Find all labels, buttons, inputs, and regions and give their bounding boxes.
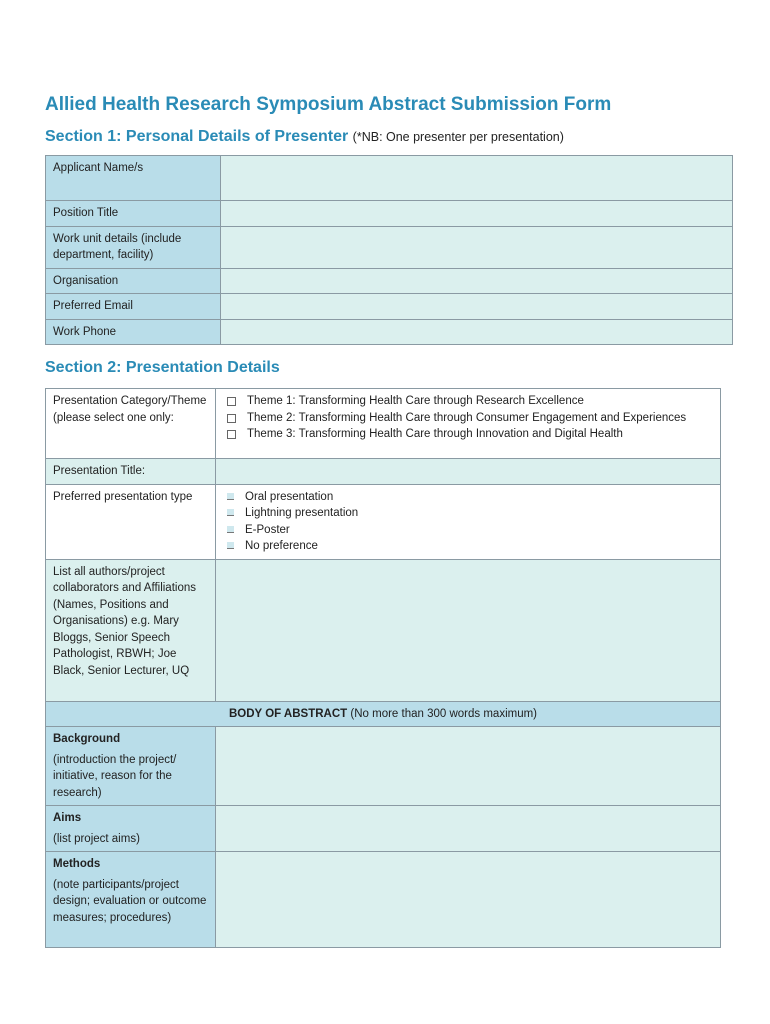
- table-row: [46, 806, 721, 852]
- work-unit-label: Work unit details (include department, facility): [46, 226, 221, 268]
- checkbox-icon[interactable]: [227, 509, 234, 516]
- authors-field[interactable]: [216, 559, 721, 701]
- table-row: [46, 389, 721, 459]
- theme-option-label: Theme 3: Transforming Health Care through Innovation and Digital Health: [247, 428, 623, 440]
- table-row: [46, 319, 733, 345]
- section-1-note: (*NB: One presenter per presentation): [352, 130, 564, 144]
- table-row: [46, 294, 733, 320]
- type-option-no-preference[interactable]: [223, 538, 713, 555]
- background-hint: (introduction the project/ initiative, reason for the research): [53, 753, 177, 799]
- table-row: [46, 268, 733, 294]
- checkbox-icon[interactable]: [227, 493, 234, 500]
- aims-hint: (list project aims): [53, 832, 140, 845]
- methods-field[interactable]: [216, 852, 721, 948]
- body-heading-note: (No more than 300 words maximum): [350, 707, 538, 720]
- type-option-label: E-Poster: [245, 523, 290, 536]
- table-row: [46, 156, 733, 201]
- section-2-heading: Section 2: Presentation Details: [45, 359, 280, 376]
- theme-option-label: Theme 1: Transforming Health Care through Research Excellence: [247, 395, 584, 407]
- applicant-name-label: Applicant Name/s: [46, 156, 221, 201]
- presentation-title-field[interactable]: [216, 459, 721, 485]
- email-label: Preferred Email: [46, 294, 221, 320]
- methods-hint: (note participants/project design; evaluation or outcome measures; procedures): [53, 878, 207, 924]
- body-of-abstract-heading: [46, 701, 721, 727]
- background-field[interactable]: [216, 727, 721, 806]
- work-phone-field[interactable]: [221, 319, 733, 345]
- organisation-field[interactable]: [221, 268, 733, 294]
- type-option-label: No preference: [245, 540, 318, 552]
- aims-title: Aims: [53, 812, 82, 824]
- table-row: [46, 559, 721, 701]
- table-row: [46, 459, 721, 485]
- body-heading-text: BODY OF ABSTRACT: [228, 707, 348, 720]
- checkbox-icon[interactable]: [227, 526, 234, 533]
- form-title: Allied Health Research Symposium Abstract Submission Form: [45, 94, 612, 115]
- organisation-label: Organisation: [46, 268, 221, 294]
- checkbox-icon[interactable]: [227, 414, 236, 423]
- type-option-label: Lightning presentation: [245, 507, 359, 519]
- table-row: [46, 852, 721, 948]
- checkbox-icon[interactable]: [227, 542, 234, 549]
- theme-options: [216, 389, 721, 459]
- type-option-label: Oral presentation: [245, 490, 334, 503]
- type-option-oral[interactable]: [223, 489, 713, 506]
- checkbox-icon[interactable]: [227, 430, 236, 439]
- work-unit-field[interactable]: [221, 226, 733, 268]
- table-row: [46, 201, 733, 227]
- background-label: [46, 727, 216, 806]
- category-label: Presentation Category/Theme (please select one only:: [46, 389, 216, 459]
- background-title: Background: [53, 733, 121, 745]
- checkbox-icon[interactable]: [227, 397, 236, 406]
- applicant-name-field[interactable]: [221, 156, 733, 201]
- presentation-type-options: [216, 484, 721, 559]
- type-option-eposter[interactable]: [223, 522, 713, 539]
- table-row: [46, 727, 721, 806]
- section-1-title: Section 1: Personal Details of Presenter: [45, 128, 349, 145]
- presentation-title-label: Presentation Title:: [46, 459, 216, 485]
- position-title-label: Position Title: [46, 201, 221, 227]
- theme-option-1[interactable]: [223, 393, 713, 410]
- table-row: [46, 226, 733, 268]
- theme-option-3[interactable]: [223, 426, 713, 443]
- theme-option-label: Theme 2: Transforming Health Care through Consumer Engagement and Experiences: [247, 411, 687, 424]
- methods-title: Methods: [53, 858, 101, 870]
- personal-details-table: [45, 155, 733, 345]
- position-title-field[interactable]: [221, 201, 733, 227]
- presentation-type-label: Preferred presentation type: [46, 484, 216, 559]
- email-field[interactable]: [221, 294, 733, 320]
- table-row: [46, 484, 721, 559]
- aims-field[interactable]: [216, 806, 721, 852]
- table-row: [46, 701, 721, 727]
- aims-label: [46, 806, 216, 852]
- type-option-lightning[interactable]: [223, 505, 713, 522]
- authors-label: List all authors/project collaborators and Affiliations (Names, Positions and Organisations) e.g. Mary Bloggs, Senior Speech Pathologist, RBWH; Joe Black, Senior Lecturer, UQ: [46, 559, 216, 701]
- section-1-heading: [45, 128, 564, 146]
- presentation-details-table: [45, 388, 721, 948]
- methods-label: [46, 852, 216, 948]
- work-phone-label: Work Phone: [46, 319, 221, 345]
- theme-option-2[interactable]: [223, 410, 713, 427]
